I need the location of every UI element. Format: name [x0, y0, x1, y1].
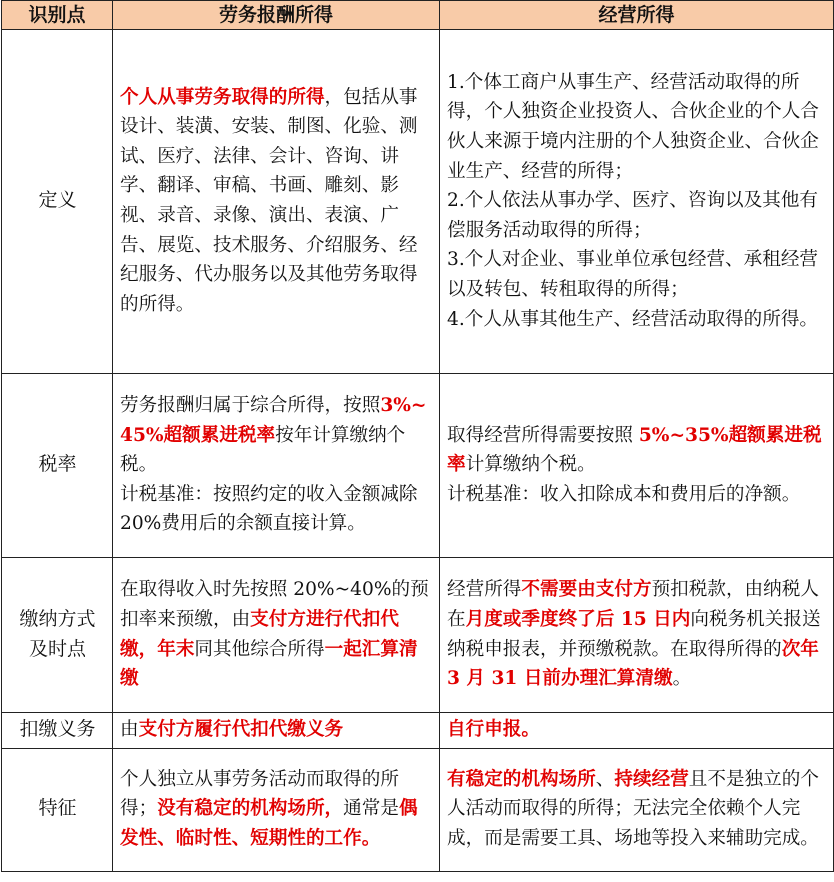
- rate-business-paragraph: [447, 421, 827, 480]
- row-definition: [2, 30, 834, 374]
- feature-business-highlight-1: 有稳定的机构场所: [447, 768, 596, 790]
- feature-labor-highlight-2: 偶发性、临时性、短期性的工作。: [120, 798, 418, 849]
- row-label-withholding: 扣缴义务: [2, 713, 113, 749]
- payment-label-line-1: 缴纳方式: [19, 607, 96, 630]
- definition-business-cell: [440, 30, 834, 374]
- rate-labor-basis: 计税基准：按照约定的收入金额减除 20%费用后的余额直接计算。: [120, 483, 418, 535]
- payment-business-text-1: 经营所得: [447, 579, 522, 601]
- withholding-business-highlight: 自行申报。: [447, 719, 540, 740]
- row-label-payment-method: [2, 558, 113, 713]
- payment-labor-text-1: 在取得收入时先按照 20%~40%的预扣率来预缴，由: [120, 579, 429, 630]
- comparison-table: [1, 0, 834, 872]
- definition-business-item-2: 2.个人依法从事办学、医疗、咨询以及其他有偿服务活动取得的所得；: [447, 190, 819, 241]
- feature-business-text-2: 且不是独立的个人活动而取得的所得；无法完全依赖个人完成，而是需要工具、场地等投入来辅助完成。: [447, 768, 819, 849]
- feature-business-cell: [440, 748, 834, 871]
- payment-labor-text-3: 同其他综合所得: [194, 638, 325, 660]
- rate-business-highlight: 5%~35%超额累进税率: [447, 424, 822, 476]
- payment-labor-highlight-1: 支付方进行代扣代缴: [120, 608, 399, 660]
- row-label-definition: 定义: [2, 30, 113, 374]
- rate-labor-text-1: 劳务报酬归属于综合所得，按照: [120, 395, 381, 417]
- rate-business-cell: [440, 374, 834, 558]
- withholding-business-cell: [440, 713, 834, 749]
- row-withholding: [2, 713, 834, 749]
- row-label-tax-rate: 税率: [2, 374, 113, 558]
- feature-labor-highlight-1: 没有稳定的机构场所，: [157, 798, 344, 820]
- rate-labor-text-2: 按年计算缴纳个税。: [120, 424, 406, 476]
- withholding-labor-text: 由: [120, 719, 139, 740]
- payment-business-text-4: 。: [672, 668, 692, 690]
- payment-label-line-2: 及时点: [28, 637, 86, 660]
- definition-business-item-1: 1.个体工商户从事生产、经营活动取得的所得，个人独资企业投资人、合伙企业的个人合伙人来源于境内注册的个人独资企业、合伙企业生产、经营的所得；: [447, 71, 819, 182]
- payment-labor-cell: [113, 558, 440, 713]
- header-business-income: 经营所得: [440, 1, 834, 30]
- payment-labor-highlight-2: 年末: [157, 638, 195, 660]
- rate-business-basis: 计税基准：收入扣除成本和费用后的净额。: [447, 483, 801, 505]
- payment-labor-highlight-3: 一起汇算清缴: [120, 638, 418, 690]
- row-payment-method: [2, 558, 834, 713]
- payment-business-highlight-2: 月度或季度终了后 15 日内: [465, 608, 691, 630]
- rate-labor-paragraph: [120, 391, 433, 480]
- definition-labor-cell: [113, 30, 440, 374]
- withholding-labor-highlight: 支付方履行代扣代缴义务: [138, 719, 344, 740]
- payment-business-cell: [440, 558, 834, 713]
- header-identification-point: 识别点: [2, 1, 113, 30]
- definition-labor-highlight: 个人从事劳务取得的所得: [120, 86, 325, 108]
- row-tax-rate: [2, 374, 834, 558]
- header-row: [2, 1, 834, 30]
- header-labor-income: 劳务报酬所得: [113, 1, 440, 30]
- row-label-features: 特征: [2, 748, 113, 871]
- payment-business-highlight-1: 不需要由支付方: [521, 579, 652, 601]
- payment-business-highlight-3: 次年 3 月 31 日前办理汇算清缴: [447, 638, 819, 690]
- rate-business-text-1: 取得经营所得需要按照: [447, 424, 639, 446]
- payment-business-text-2: 预扣税款，由纳税人在: [447, 579, 819, 630]
- feature-labor-text-2: 通常是: [343, 798, 399, 820]
- feature-labor-text-1: 个人独立从事劳务活动而取得的所得；: [120, 768, 399, 820]
- payment-labor-comma: ，: [138, 638, 158, 660]
- row-features: [2, 748, 834, 871]
- definition-business-item-4: 4.个人从事其他生产、经营活动取得的所得。: [447, 308, 819, 330]
- rate-business-text-2: 计算缴纳个税。: [465, 454, 596, 476]
- feature-business-highlight-2: 持续经营: [614, 768, 689, 790]
- feature-labor-cell: [113, 748, 440, 871]
- rate-labor-highlight: 3%~45%超额累进税率: [120, 395, 427, 446]
- withholding-labor-cell: [113, 713, 440, 749]
- definition-business-item-3: 3.个人对企业、事业单位承包经营、承租经营以及转包、转租取得的所得；: [447, 249, 819, 300]
- definition-labor-text: ，包括从事设计、装潢、安装、制图、化验、测试、医疗、法律、会计、咨询、讲学、翻译、审稿、书画、雕刻、影视、录音、录像、演出、表演、广告、展览、技术服务、介绍服务、经纪服务、代办服务以及其他劳务取得的所得。: [120, 86, 418, 315]
- feature-business-text-1: 、: [595, 768, 615, 790]
- payment-business-text-3: 向税务机关报送纳税申报表，并预缴税款。在取得所得的: [447, 608, 821, 660]
- rate-labor-cell: [113, 374, 440, 558]
